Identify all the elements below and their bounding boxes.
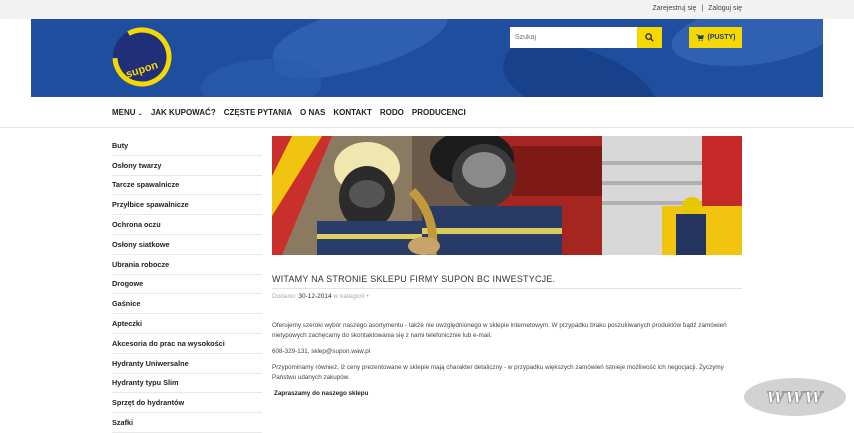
logo-text: supon	[124, 59, 160, 81]
article-paragraph-offer: Oferujemy szeroki wybór naszego asortymentu - także nie uwzględnionego w sklepie internetowym. W przypadku braku poszukiwanych produktów bądź zamówień nietypowych zachęcamy do skontaktowania się z nami telefonicznie lub e-mail.	[272, 322, 727, 339]
top-bar	[0, 0, 854, 19]
nav-kontakt[interactable]: KONTAKT	[333, 108, 372, 117]
sidebar-item-akcesoria[interactable]: Akcesoria do prac na wysokości	[112, 334, 262, 354]
sidebar-item-ochrona-oczu[interactable]: Ochrona oczu	[112, 215, 262, 235]
sidebar-item-hydranty-slim[interactable]: Hydranty typu Slim	[112, 374, 262, 394]
banner-image	[272, 136, 742, 255]
cart-icon	[696, 34, 704, 41]
sidebar-item-tarcze-spawalnicze[interactable]: Tarcze spawalnicze	[112, 176, 262, 196]
search-icon	[645, 33, 654, 42]
sidebar-item-sprzet-hydrantow[interactable]: Sprzęt do hydrantów	[112, 393, 262, 413]
sidebar-item-gasnice[interactable]: Gaśnice	[112, 294, 262, 314]
link-separator: |	[701, 5, 704, 12]
sidebar-item-oslony-twarzy[interactable]: Osłony twarzy	[112, 156, 262, 176]
title-divider	[272, 288, 742, 289]
www-label: WWW	[766, 387, 824, 407]
sidebar-item-buty[interactable]: Buty	[112, 136, 262, 156]
article-date: 30-12-2014	[298, 293, 332, 300]
nav-jak-kupowac[interactable]: JAK KUPOWAĆ?	[150, 108, 216, 117]
supon-logo[interactable]	[111, 26, 173, 88]
category-sidebar	[112, 136, 262, 433]
article-title: WITAMY NA STRONIE SKLEPU FIRMY SUPON BC INWESTYCJE.	[272, 274, 556, 284]
login-link[interactable]: Zaloguj się	[708, 5, 742, 12]
register-link[interactable]: Zarejestruj się	[652, 5, 697, 12]
sidebar-item-apteczki[interactable]: Apteczki	[112, 314, 262, 334]
article-meta	[272, 293, 369, 300]
account-links	[652, 5, 742, 12]
cart-label: (PUSTY)	[707, 34, 736, 41]
nav-divider	[0, 127, 854, 128]
article-contact: 608-329-131, sklep@supon.waw.pl	[272, 348, 371, 355]
article-paragraph-prices: Przypominamy również, iż ceny prezentowane w sklepie mają charakter detaliczny - w przypadku większych zamówień istnieje możliwość ich negocjacji. Życzymy Państwu udanych zakupów.	[272, 364, 724, 381]
meta-category: w kategorii •	[333, 293, 369, 300]
sidebar-item-drogowe[interactable]: Drogowe	[112, 275, 262, 295]
chevron-down-icon: ⌄	[137, 111, 143, 117]
sidebar-item-ubrania-robocze[interactable]: Ubrania robocze	[112, 255, 262, 275]
nav-rodo[interactable]: RODO	[379, 108, 404, 117]
sidebar-item-hydranty-uniwersalne[interactable]: Hydranty Uniwersalne	[112, 354, 262, 374]
meta-prefix: Dodano:	[272, 293, 297, 300]
sidebar-item-oslony-siatkowe[interactable]: Osłony siatkowe	[112, 235, 262, 255]
nav-menu[interactable]: MENU ⌄	[112, 108, 143, 117]
search-input[interactable]	[510, 27, 638, 48]
nav-producenci[interactable]: PRODUCENCI	[411, 108, 466, 117]
www-badge[interactable]	[744, 378, 846, 416]
sidebar-item-przylbice-spawalnicze[interactable]: Przyłbice spawalnicze	[112, 195, 262, 215]
site-header	[31, 19, 823, 97]
nav-czeste-pytania[interactable]: CZĘSTE PYTANIA	[223, 108, 293, 117]
search-button[interactable]	[637, 27, 662, 48]
nav-o-nas[interactable]: O NAS	[300, 108, 326, 117]
cart-button[interactable]	[689, 27, 742, 48]
article-closing: Zapraszamy do naszego sklepu	[274, 390, 369, 397]
sidebar-item-szafki[interactable]: Szafki	[112, 413, 262, 433]
main-nav	[112, 108, 466, 117]
